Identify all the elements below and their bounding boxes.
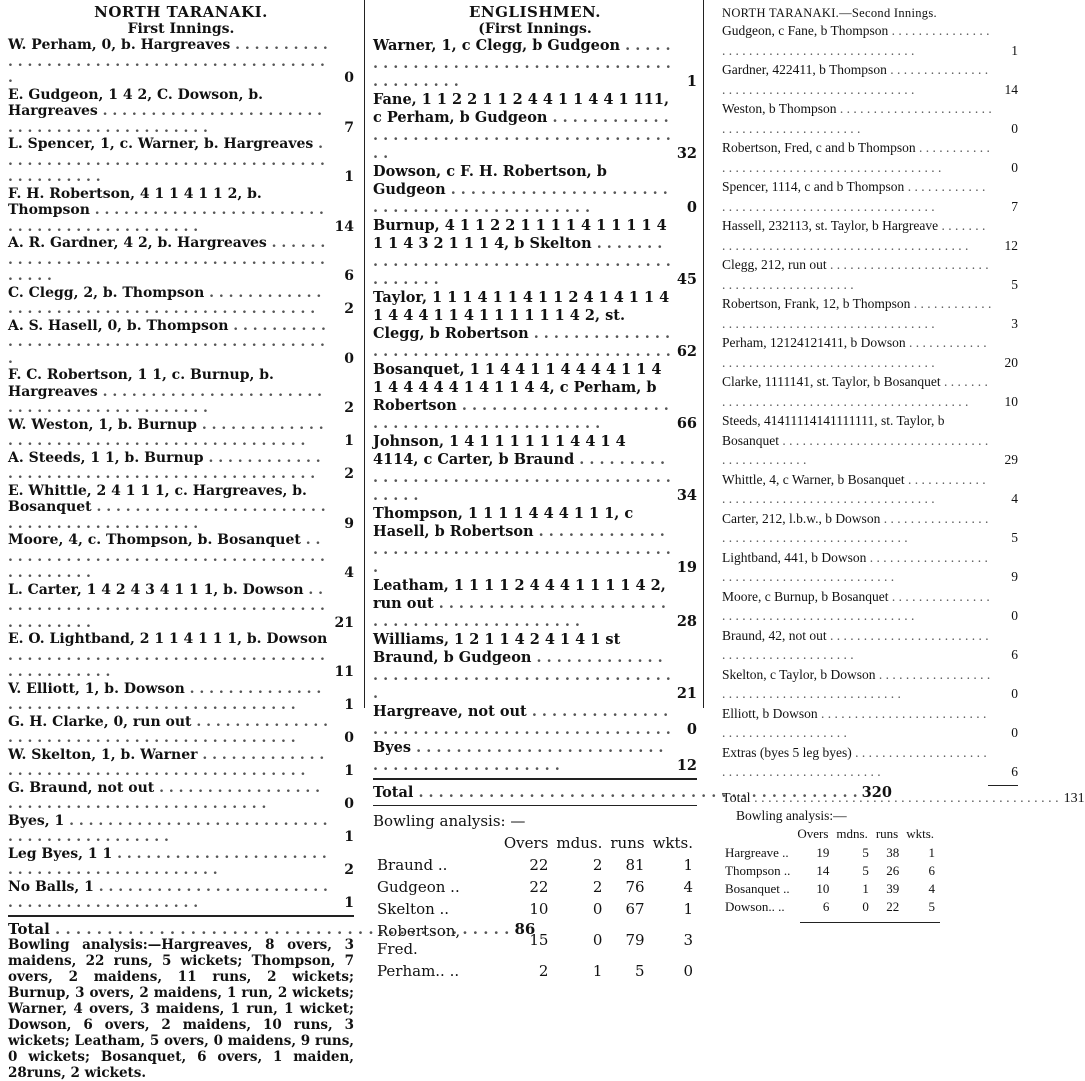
batsman-runs: 1 bbox=[344, 697, 354, 713]
batting-entry bbox=[8, 582, 354, 632]
batsman-entry-text: Skelton, c Taylor, b Dowson . . . bbox=[722, 665, 992, 704]
batsman-entry-text: A. Steeds, 1 1, b. Burnup . . . bbox=[8, 450, 328, 483]
batsman-runs: 4 bbox=[344, 565, 354, 581]
batsman-runs: 7 bbox=[1011, 198, 1018, 214]
bowling-column-header: wkts. bbox=[652, 834, 693, 852]
batsman-runs: 62 bbox=[676, 343, 697, 360]
batsman-runs: 5 bbox=[1011, 530, 1018, 545]
bowling-figure: 4 bbox=[928, 881, 936, 896]
batsman-entry-text: Johnson, 1 4 1 1 1 1 1 1 4 4 1 4 4114, c Carter, b Braund . . . bbox=[373, 433, 671, 505]
batsman-runs: 45 bbox=[676, 271, 697, 288]
innings-total bbox=[373, 784, 892, 802]
bowling-figure: 79 bbox=[625, 931, 645, 949]
batsman-entry-text: A. R. Gardner, 4 2, b. Hargreaves . . . bbox=[8, 235, 328, 285]
batsman-entry-text: Clarke, 1111141, st. Taylor, b Bosanquet . . . bbox=[722, 372, 992, 411]
batsman-runs: 12 bbox=[676, 757, 697, 774]
bowling-figure: 0 bbox=[862, 899, 869, 914]
bowling-analysis-title: Bowling analysis: — bbox=[373, 812, 526, 830]
batsman-entry-text: Robertson, Fred, c and b Thompson . . . bbox=[722, 138, 992, 177]
total-value: 86 bbox=[514, 919, 536, 938]
batsman-runs: 6 bbox=[1011, 647, 1018, 662]
batting-entry bbox=[8, 417, 354, 450]
batsman-runs: 2 bbox=[344, 466, 354, 482]
batsman-runs: 0 bbox=[686, 199, 697, 216]
batsman-entry-text: Moore, c Burnup, b Bosanquet . . . bbox=[722, 587, 992, 626]
batting-entry bbox=[8, 813, 354, 846]
bowler-name: Dowson.. .. bbox=[725, 899, 785, 914]
batsman-runs: 34 bbox=[676, 487, 697, 504]
batsman-entry-text: Robertson, Frank, 12, b Thompson . . . bbox=[722, 294, 992, 333]
bowling-column-header bbox=[373, 832, 500, 854]
bowling-analysis-text: Bowling analysis:—Hargreaves, 8 overs, 3 maidens, 22 runs, 5 wickets; Thompson, 7 overs, 2 maidens, 11 runs, 2 wickets; Burnup, 3 overs, 2 maidens, 1 run, 2 wickets; Warner, 4 overs, 3 maidens, 1 run, 1 wicket; Dowson, 6 overs, 2 maidens, 10 runs, 3 wickets; Leatham, 5 overs, 0 maidens, 9 runs, 0 wickets; Bosanquet, 6 overs, 1 maiden, 28runs, 2 wickets. bbox=[8, 937, 354, 1081]
batsman-entry-text: Gudgeon, c Fane, b Thompson . . . bbox=[722, 21, 992, 60]
bowling-column-header bbox=[722, 824, 793, 844]
innings-subtitle: First Innings. bbox=[127, 21, 235, 37]
bowling-figure: 0 bbox=[592, 931, 603, 949]
batting-entry bbox=[373, 91, 697, 163]
batting-entry bbox=[373, 37, 697, 91]
innings-total bbox=[722, 789, 1085, 809]
batting-entry bbox=[8, 87, 354, 137]
divider bbox=[373, 805, 697, 806]
batsman-runs: 1 bbox=[344, 763, 354, 779]
bowling-figure: 19 bbox=[816, 845, 830, 860]
batting-entry bbox=[373, 631, 697, 703]
batsman-entry-text: F. C. Robertson, 1 1, c. Burnup, b. Hargreaves . . . bbox=[8, 367, 328, 417]
bowling-figure: 10 bbox=[816, 881, 830, 896]
batsman-runs: 0 bbox=[344, 350, 354, 367]
batsman-entry-text: Extras (byes 5 leg byes) . . . bbox=[722, 743, 992, 782]
batsman-entry-text: Hassell, 232113, st. Taylor, b Hargreave . . . bbox=[722, 216, 992, 255]
bowling-row bbox=[722, 862, 938, 880]
bowling-figure: 4 bbox=[683, 878, 693, 896]
column-title: ENGLISHMEN. bbox=[468, 3, 602, 21]
batting-entry bbox=[8, 136, 354, 186]
batsman-runs: 1 bbox=[344, 895, 354, 911]
innings-total bbox=[8, 919, 536, 938]
batting-entry bbox=[722, 177, 1018, 216]
bowling-figure: 67 bbox=[625, 900, 645, 918]
batsman-runs: 0 bbox=[1011, 608, 1018, 623]
bowling-figure: 76 bbox=[625, 878, 645, 896]
batting-entry bbox=[722, 509, 1018, 548]
batsman-entry-text: Fane, 1 1 2 2 1 1 2 4 4 1 1 4 4 1 111, c Perham, b Gudgeon . . . bbox=[373, 91, 671, 163]
batsman-runs: 9 bbox=[1011, 569, 1018, 584]
bowling-figure: 22 bbox=[529, 878, 549, 896]
batsman-runs: 3 bbox=[1011, 315, 1018, 331]
batsman-entry-text: Warner, 1, c Clegg, b Gudgeon . . . bbox=[373, 37, 671, 91]
bowling-figure: 5 bbox=[862, 845, 869, 860]
batsman-entry-text: Byes, 1 . . . bbox=[8, 813, 328, 846]
bowling-figure: 2 bbox=[592, 878, 603, 896]
batsman-entry-text: W. Weston, 1, b. Burnup . . . bbox=[8, 417, 328, 450]
batsman-entry-text: G. H. Clarke, 0, run out . . . bbox=[8, 714, 328, 747]
batsman-runs: 0 bbox=[344, 70, 354, 86]
batsman-runs: 2 bbox=[344, 301, 354, 317]
batsman-entry-text: Taylor, 1 1 1 4 1 1 4 1 1 2 4 1 4 1 1 4 1 4 4 4 1 1 4 1 1 1 1 1 1 4 2, st. Clegg, b Robertson . . . bbox=[373, 289, 671, 361]
batsman-runs: 19 bbox=[676, 559, 697, 576]
batsman-entry-text: G. Braund, not out . . . bbox=[8, 780, 328, 813]
bowling-column-header: runs bbox=[875, 826, 899, 841]
bowling-figure: 26 bbox=[886, 863, 900, 878]
batsman-entry-text: Carter, 212, l.b.w., b Dowson . . . bbox=[722, 509, 992, 548]
batsman-entry-text: Dowson, c F. H. Robertson, b Gudgeon . . . bbox=[373, 163, 671, 217]
bowling-figure: 1 bbox=[862, 881, 869, 896]
divider bbox=[8, 915, 354, 917]
batting-entry bbox=[722, 470, 1018, 509]
batting-entry bbox=[373, 433, 697, 505]
bowling-row bbox=[373, 960, 697, 982]
batsman-entry-text: W. Skelton, 1, b. Warner . . . bbox=[8, 747, 328, 780]
batsman-runs: 0 bbox=[686, 721, 697, 738]
batsman-entry-text: V. Elliott, 1, b. Dowson . . . bbox=[8, 681, 328, 714]
batsman-entry-text: Clegg, 212, run out . . . bbox=[722, 255, 992, 294]
bowling-figure: 14 bbox=[816, 863, 830, 878]
batting-entry bbox=[8, 367, 354, 417]
batsman-runs: 66 bbox=[676, 415, 697, 432]
batsman-entry-text: Leatham, 1 1 1 1 2 4 4 4 1 1 1 1 4 2, run out . . . bbox=[373, 577, 671, 631]
batsman-entry-text: A. S. Hasell, 0, b. Thompson . . . bbox=[8, 318, 328, 368]
total-label: Total . . . bbox=[722, 789, 1059, 809]
bowling-figure: 10 bbox=[529, 900, 549, 918]
bowling-header-row bbox=[373, 832, 697, 854]
bowling-figure: 6 bbox=[928, 863, 936, 878]
batsman-runs: 14 bbox=[1004, 81, 1018, 97]
bowling-figure: 81 bbox=[625, 856, 645, 874]
bowler-name: Braund .. bbox=[377, 856, 448, 874]
batsman-entry-text: F. H. Robertson, 4 1 1 4 1 1 2, b. Thompson . . . bbox=[8, 186, 328, 236]
batsman-runs: 4 bbox=[1011, 491, 1018, 506]
batsman-entry-text: L. Carter, 1 4 2 4 3 4 1 1 1, b. Dowson . . . bbox=[8, 582, 328, 632]
batting-entry bbox=[373, 505, 697, 577]
batsman-entry-text: No Balls, 1 . . . bbox=[8, 879, 328, 912]
batting-entry bbox=[373, 739, 697, 775]
batsman-entry-text: Hargreave, not out . . . bbox=[373, 703, 671, 739]
batting-entry bbox=[8, 37, 354, 87]
batting-list bbox=[8, 37, 354, 912]
batsman-entry-text: Byes . . . bbox=[373, 739, 671, 775]
batting-entry bbox=[8, 780, 354, 813]
batting-entry bbox=[373, 289, 697, 361]
bowler-name: Thompson .. bbox=[725, 863, 791, 878]
batsman-runs: 1 bbox=[1011, 42, 1018, 58]
batsman-entry-text: Bosanquet, 1 1 4 4 1 1 4 4 4 4 1 1 4 1 4 4 4 4 4 1 4 1 1 4 4, c Perham, b Robertson . . . bbox=[373, 361, 671, 433]
batting-entry bbox=[722, 548, 1018, 587]
batting-entry bbox=[8, 532, 354, 582]
batting-entry bbox=[8, 747, 354, 780]
bowling-figure: 3 bbox=[683, 931, 693, 949]
bowling-row bbox=[373, 854, 697, 876]
batting-entry bbox=[722, 138, 1018, 177]
bowler-name: Skelton .. bbox=[377, 900, 450, 918]
batting-entry bbox=[722, 587, 1018, 626]
bowling-figure: 22 bbox=[886, 899, 900, 914]
batting-entry bbox=[722, 216, 1018, 255]
bowling-figure: 5 bbox=[862, 863, 869, 878]
batting-entry bbox=[722, 665, 1018, 704]
batsman-entry-text: Perham, 12124121411, b Dowson . . . bbox=[722, 333, 992, 372]
batting-entry bbox=[8, 186, 354, 236]
bowling-figure: 0 bbox=[592, 900, 603, 918]
batsman-runs: 2 bbox=[344, 862, 354, 878]
batting-entry bbox=[373, 217, 697, 289]
batsman-runs: 9 bbox=[344, 515, 354, 532]
batting-entry bbox=[8, 483, 354, 533]
bowling-figure: 1 bbox=[928, 845, 936, 860]
bowling-figure: 5 bbox=[928, 899, 936, 914]
bowling-row bbox=[373, 876, 697, 898]
total-label: Total . . . bbox=[373, 784, 858, 802]
bowling-figure: 15 bbox=[529, 931, 549, 949]
bowling-figure: 22 bbox=[529, 856, 549, 874]
batsman-entry-text: Gardner, 422411, b Thompson . . . bbox=[722, 60, 992, 99]
bowler-name: Bosanquet .. bbox=[725, 881, 790, 896]
bowling-row bbox=[722, 880, 938, 898]
batting-entry bbox=[722, 294, 1018, 333]
batsman-entry-text: Spencer, 1114, c and b Thompson . . . bbox=[722, 177, 992, 216]
batsman-runs: 20 bbox=[1004, 354, 1018, 370]
total-label: Total . . . bbox=[8, 921, 509, 938]
bowling-figure: 2 bbox=[538, 962, 549, 980]
divider bbox=[800, 922, 940, 923]
batsman-runs: 0 bbox=[1011, 725, 1018, 740]
bowling-figure: 5 bbox=[635, 962, 645, 980]
batsman-entry-text: W. Perham, 0, b. Hargreaves . . . bbox=[8, 37, 328, 87]
bowling-column-header: Overs bbox=[797, 826, 829, 841]
bowling-figure: 6 bbox=[822, 899, 830, 914]
bowling-row bbox=[373, 898, 697, 920]
batsman-entry-text: Braund, 42, not out . . . bbox=[722, 626, 992, 665]
batting-entry bbox=[722, 99, 1018, 138]
batsman-entry-text: L. Spencer, 1, c. Warner, b. Hargreaves . . . bbox=[8, 136, 328, 186]
batting-entry bbox=[373, 577, 697, 631]
batsman-entry-text: Weston, b Thompson . . . bbox=[722, 99, 992, 138]
batting-entry bbox=[722, 743, 1018, 782]
batting-list bbox=[373, 37, 697, 775]
batsman-entry-text: Thompson, 1 1 1 1 4 4 4 1 1 1, c Hasell, b Robertson . . . bbox=[373, 505, 671, 577]
bowling-analysis-table bbox=[722, 824, 938, 916]
batsman-runs: 21 bbox=[334, 614, 354, 631]
bowling-row bbox=[722, 844, 938, 862]
batsman-runs: 0 bbox=[344, 730, 354, 746]
batsman-runs: 29 bbox=[1004, 452, 1018, 467]
batting-entry bbox=[8, 681, 354, 714]
batting-entry bbox=[722, 411, 1018, 470]
batsman-entry-text: Moore, 4, c. Thompson, b. Bosanquet . . . bbox=[8, 532, 328, 582]
batsman-runs: 11 bbox=[334, 664, 354, 680]
batting-entry bbox=[722, 372, 1018, 411]
bowling-figure: 1 bbox=[592, 962, 603, 980]
batting-entry bbox=[722, 21, 1018, 60]
batsman-runs: 28 bbox=[676, 613, 697, 630]
batting-entry bbox=[8, 285, 354, 318]
bowling-analysis-title: Bowling analysis:— bbox=[736, 808, 847, 823]
batting-entry bbox=[8, 235, 354, 285]
bowler-name: Perham.. .. bbox=[377, 962, 460, 980]
batsman-runs: 7 bbox=[344, 119, 354, 136]
batsman-runs: 32 bbox=[676, 145, 697, 162]
batting-entry bbox=[373, 703, 697, 739]
batsman-runs: 2 bbox=[344, 400, 354, 416]
batsman-entry-text: Whittle, 4, c Warner, b Bosanquet . . . bbox=[722, 470, 992, 509]
batsman-entry-text: Steeds, 41411114141111111, st. Taylor, b Bosanquet . . . bbox=[722, 411, 992, 470]
batsman-runs: 0 bbox=[1011, 686, 1018, 701]
batting-entry bbox=[373, 163, 697, 217]
bowling-column-header: runs bbox=[610, 834, 645, 852]
batsman-runs: 1 bbox=[686, 73, 697, 90]
batting-entry bbox=[8, 846, 354, 879]
bowling-row bbox=[722, 898, 938, 916]
total-value: 131 bbox=[1063, 790, 1085, 806]
batsman-runs: 1 bbox=[344, 169, 354, 185]
batting-entry bbox=[8, 631, 354, 681]
column-title: NORTH TARANAKI. bbox=[94, 3, 268, 21]
bowling-header-row bbox=[722, 824, 938, 844]
batsman-runs: 1 bbox=[344, 829, 354, 845]
batsman-runs: 21 bbox=[676, 685, 697, 702]
batsman-entry-text: Lightband, 441, b Dowson . . . bbox=[722, 548, 992, 587]
batsman-runs: 0 bbox=[1011, 120, 1018, 136]
batting-list bbox=[722, 21, 1018, 782]
divider bbox=[373, 778, 697, 780]
bowler-name: Robertson, Fred. bbox=[377, 922, 461, 958]
batting-entry bbox=[8, 318, 354, 368]
bowling-figure: 1 bbox=[683, 900, 693, 918]
bowling-figure: 1 bbox=[683, 856, 693, 874]
batsman-runs: 5 bbox=[1011, 276, 1018, 292]
batting-entry bbox=[8, 714, 354, 747]
bowling-figure: 2 bbox=[592, 856, 603, 874]
batsman-entry-text: Leg Byes, 1 1 . . . bbox=[8, 846, 328, 879]
bowling-figure: 0 bbox=[683, 962, 693, 980]
bowler-name: Hargreave .. bbox=[725, 845, 789, 860]
batsman-runs: 14 bbox=[334, 218, 354, 235]
batsman-entry-text: E. Gudgeon, 1 4 2, C. Dowson, b. Hargreaves . . . bbox=[8, 87, 328, 137]
bowling-analysis-table bbox=[373, 832, 697, 982]
batsman-entry-text: C. Clegg, 2, b. Thompson . . . bbox=[8, 285, 328, 318]
batsman-entry-text: Burnup, 4 1 1 2 2 1 1 1 1 4 1 1 1 1 4 1 1 4 3 2 1 1 1 4, b Skelton . . . bbox=[373, 217, 671, 289]
bowling-column-header: Overs bbox=[503, 834, 549, 852]
bowling-column-header: mdns. bbox=[836, 826, 868, 841]
batting-entry bbox=[373, 361, 697, 433]
bowling-column-header: wkts. bbox=[906, 826, 935, 841]
bowling-figure: 39 bbox=[886, 881, 900, 896]
batsman-entry-text: Elliott, b Dowson . . . bbox=[722, 704, 992, 743]
batting-entry bbox=[8, 879, 354, 912]
bowling-figure: 38 bbox=[886, 845, 900, 860]
total-value: 320 bbox=[861, 784, 892, 801]
divider bbox=[988, 785, 1018, 786]
batting-entry bbox=[722, 255, 1018, 294]
batting-entry bbox=[722, 626, 1018, 665]
column-title: NORTH TARANAKI.—Second Innings. bbox=[722, 6, 937, 20]
batsman-runs: 6 bbox=[344, 268, 354, 284]
innings-subtitle: (First Innings. bbox=[478, 21, 592, 37]
batting-entry bbox=[722, 60, 1018, 99]
batting-entry bbox=[722, 704, 1018, 743]
batting-entry bbox=[8, 450, 354, 483]
batsman-runs: 6 bbox=[1011, 764, 1018, 779]
batsman-entry-text: Williams, 1 2 1 1 4 2 4 1 4 1 st Braund, b Gudgeon . . . bbox=[373, 631, 671, 703]
batsman-runs: 10 bbox=[1004, 393, 1018, 409]
batting-entry bbox=[722, 333, 1018, 372]
bowling-row bbox=[373, 920, 697, 960]
batsman-entry-text: E. Whittle, 2 4 1 1 1, c. Hargreaves, b. Bosanquet . . . bbox=[8, 483, 328, 533]
batsman-runs: 0 bbox=[1011, 159, 1018, 175]
bowler-name: Gudgeon .. bbox=[377, 878, 460, 896]
batsman-runs: 0 bbox=[344, 796, 354, 812]
batsman-runs: 12 bbox=[1004, 237, 1018, 253]
batsman-entry-text: E. O. Lightband, 2 1 1 4 1 1 1, b. Dowson . . . bbox=[8, 631, 328, 681]
bowling-column-header: mdus. bbox=[556, 834, 603, 852]
batsman-runs: 1 bbox=[344, 433, 354, 449]
